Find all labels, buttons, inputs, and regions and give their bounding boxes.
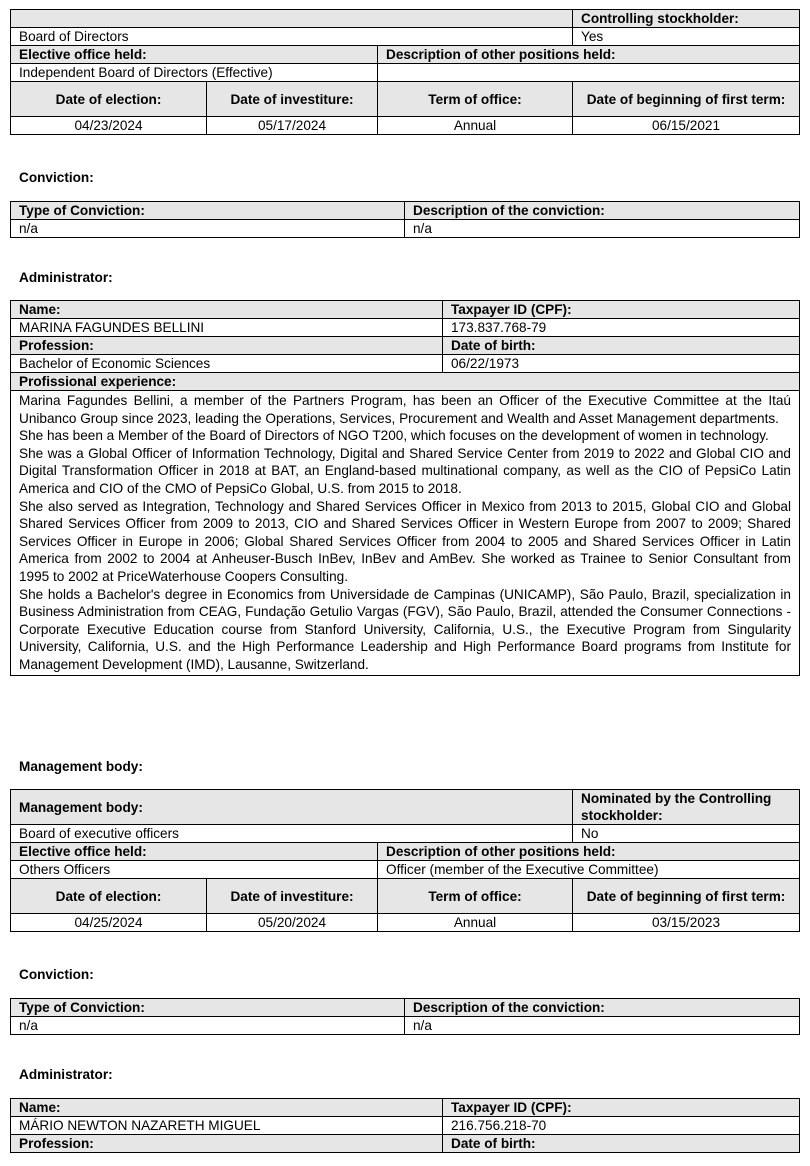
name-value: MARINA FAGUNDES BELLINI xyxy=(11,319,443,337)
management-body-value: Board of executive officers xyxy=(11,825,573,843)
name-label: Name: xyxy=(11,301,443,319)
first-term-value: 06/15/2021 xyxy=(573,117,800,135)
controlling-stockholder-label: Controlling stockholder: xyxy=(573,10,800,28)
nominated-value: No xyxy=(573,825,800,843)
management-body-section-title: Management body: xyxy=(19,759,143,774)
cpf-value: 216.756.218-70 xyxy=(443,1117,800,1135)
conviction-description-value: n/a xyxy=(405,220,800,238)
administrator-table-2 xyxy=(10,1098,800,1153)
cpf-label: Taxpayer ID (CPF): xyxy=(443,301,800,319)
cpf-label: Taxpayer ID (CPF): xyxy=(443,1099,800,1117)
date-election-value: 04/23/2024 xyxy=(11,117,207,135)
administrator-section-title: Administrator: xyxy=(19,270,113,285)
conviction-type-value: n/a xyxy=(11,1017,405,1035)
elective-office-label: Elective office held: xyxy=(11,46,378,64)
elective-office-label: Elective office held: xyxy=(11,843,378,861)
conviction-description-label: Description of the conviction: xyxy=(405,202,800,220)
date-investiture-value: 05/20/2024 xyxy=(207,914,378,932)
header-blank xyxy=(11,10,573,28)
first-term-label: Date of beginning of first term: xyxy=(573,82,800,117)
management-body-table-2 xyxy=(10,789,800,932)
management-body-table-1 xyxy=(10,9,800,135)
experience-paragraph: Marina Fagundes Bellini, a member of the Partners Program, has been an Officer of the Executive Committee at the Itaú Unibanco Group since 2023, leading the Operations, Services, Procurement and Wealth and Asset Management departments. xyxy=(19,393,791,426)
elective-office-value: Others Officers xyxy=(11,861,378,879)
management-body-label: Management body: xyxy=(11,790,573,825)
controlling-stockholder-value: Yes xyxy=(573,28,800,46)
date-investiture-value: 05/17/2024 xyxy=(207,117,378,135)
date-election-value: 04/25/2024 xyxy=(11,914,207,932)
date-investiture-label: Date of investiture: xyxy=(207,879,378,914)
conviction-section-title: Conviction: xyxy=(19,170,94,185)
other-positions-label: Description of other positions held: xyxy=(378,843,800,861)
experience-text xyxy=(11,391,800,676)
first-term-value: 03/15/2023 xyxy=(573,914,800,932)
profession-value: Bachelor of Economic Sciences xyxy=(11,355,443,373)
conviction-type-label: Type of Conviction: xyxy=(11,202,405,220)
date-election-label: Date of election: xyxy=(11,879,207,914)
date-investiture-label: Date of investiture: xyxy=(207,82,378,117)
term-value: Annual xyxy=(378,914,573,932)
cpf-value: 173.837.768-79 xyxy=(443,319,800,337)
first-term-label: Date of beginning of first term: xyxy=(573,879,800,914)
name-value: MÁRIO NEWTON NAZARETH MIGUEL xyxy=(11,1117,443,1135)
dob-value: 06/22/1973 xyxy=(443,355,800,373)
conviction-type-value: n/a xyxy=(11,220,405,238)
experience-paragraph: She has been a Member of the Board of Directors of NGO T200, which focuses on the development of women in technology. xyxy=(19,428,769,444)
term-label: Term of office: xyxy=(378,879,573,914)
experience-label: Profissional experience: xyxy=(11,373,800,391)
management-body-value: Board of Directors xyxy=(11,28,573,46)
date-election-label: Date of election: xyxy=(11,82,207,117)
term-value: Annual xyxy=(378,117,573,135)
dob-label: Date of birth: xyxy=(443,337,800,355)
profession-label: Profession: xyxy=(11,337,443,355)
administrator-table-1 xyxy=(10,300,800,676)
profession-label: Profession: xyxy=(11,1135,443,1153)
conviction-table-2 xyxy=(10,998,800,1035)
dob-label: Date of birth: xyxy=(443,1135,800,1153)
conviction-section-title: Conviction: xyxy=(19,967,94,982)
other-positions-label: Description of other positions held: xyxy=(378,46,800,64)
administrator-section-title: Administrator: xyxy=(19,1067,113,1082)
experience-paragraph: She also served as Integration, Technology and Shared Services Officer in Mexico from 2013 to 2015, Global CIO and Global Shared Services Officer from 2009 to 2013, CIO and Shared Services Officer in Western Europe from 2007 to 2009; Shared Services Officer in Europe in 2006; Global Shared Services Officer from 2004 to 2005 and Shared Services Officer in Latin America from 2002 to 2004 at Anheuser-Busch InBev, InBev and AmBev. She worked as Trainee to Senior Consultant from 1995 to 2002 at PriceWaterhouse Coopers Consulting. xyxy=(19,498,791,584)
term-label: Term of office: xyxy=(378,82,573,117)
conviction-table-1 xyxy=(10,201,800,238)
elective-office-value: Independent Board of Directors (Effective) xyxy=(11,64,378,82)
other-positions-value xyxy=(378,64,800,82)
conviction-description-value: n/a xyxy=(405,1017,800,1035)
nominated-label: Nominated by the Controlling stockholder: xyxy=(573,790,800,825)
conviction-type-label: Type of Conviction: xyxy=(11,999,405,1017)
other-positions-value: Officer (member of the Executive Committee) xyxy=(378,861,800,879)
experience-paragraph: She holds a Bachelor's degree in Economics from Universidade de Campinas (UNICAMP), São Paulo, Brazil, specialization in Business Administration from CEAG, Fundação Getulio Vargas (FGV), São Paulo, Brazil, attended the Consumer Connections - Corporate Executive Education course from Stanford University, California, U.S., the Executive Program from Singularity University, California, U.S. and the High Performance Leadership and High Performance Board programs from Institute for Management Development (IMD), Lausanne, Switzerland. xyxy=(19,586,791,672)
experience-paragraph: She was a Global Officer of Information Technology, Digital and Shared Service Center from 2019 to 2022 and Global CIO and Digital Transformation Officer in 2018 at BAT, an England-based multinational company, as well as the CIO of PepsiCo Latin America and CIO of the CMO of PepsiCo Global, U.S. from 2015 to 2018. xyxy=(19,445,791,496)
name-label: Name: xyxy=(11,1099,443,1117)
conviction-description-label: Description of the conviction: xyxy=(405,999,800,1017)
